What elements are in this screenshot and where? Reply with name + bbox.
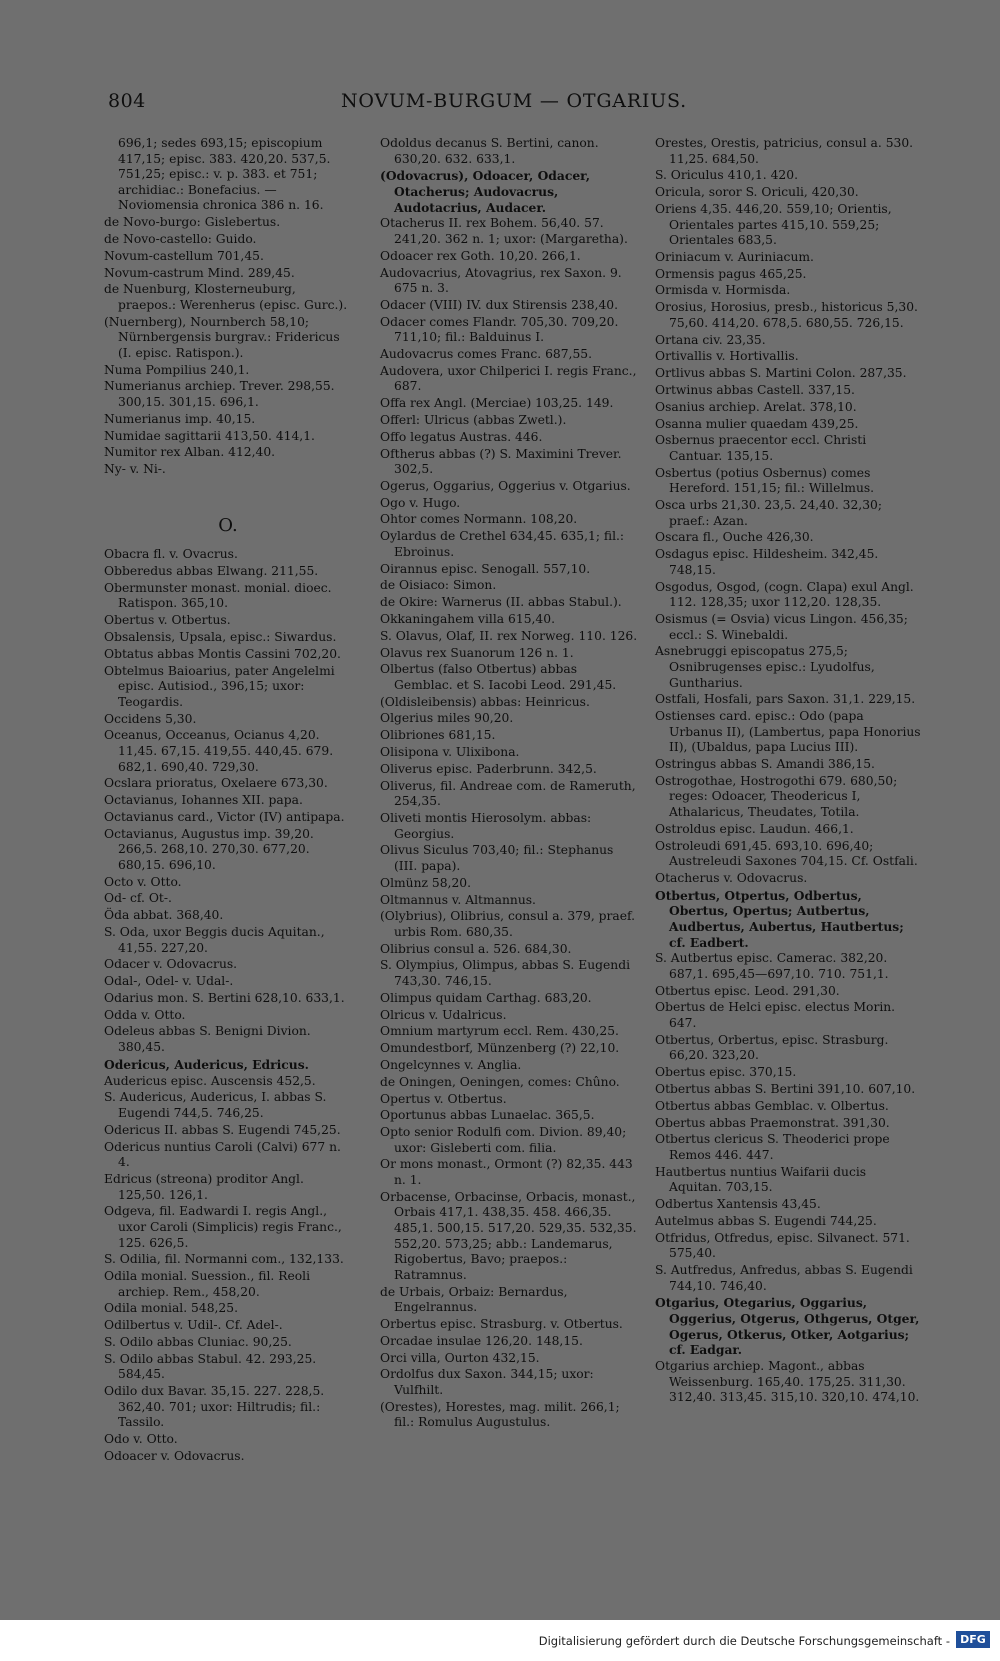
index-entry: Orbertus episc. Strasburg. v. Otbertus.	[380, 1316, 623, 1331]
index-entry: Olavus rex Suanorum 126 n. 1.	[380, 645, 574, 660]
index-entry: Obertus de Helci episc. electus Morin. 647.	[655, 1000, 896, 1031]
index-entry: Otfridus, Otfredus, episc. Silvanect. 571. 575,40.	[655, 1230, 910, 1261]
index-entry: Odo v. Otto.	[104, 1432, 178, 1447]
index-entry: Odericus nuntius Caroli (Calvi) 677 n. 4.	[104, 1139, 341, 1170]
index-entry: Ocslara prioratus, Oxelaere 673,30.	[104, 776, 328, 791]
index-entry: Obermunster monast. monial. dioec. Ratispon. 365,10.	[104, 580, 332, 611]
index-entry: Obertus v. Otbertus.	[104, 613, 231, 628]
index-entry: Orcadae insulae 126,20. 148,15.	[380, 1333, 583, 1348]
index-entry: S. Odilo abbas Cluniac. 90,25.	[104, 1335, 292, 1349]
index-entry: Osca urbs 21,30. 23,5. 24,40. 32,30; praef.: Azan.	[655, 498, 882, 528]
index-entry: de Okire: Warnerus (II. abbas Stabul.).	[380, 595, 622, 610]
index-entry: S. Oriculus 410,1. 420.	[655, 168, 798, 183]
index-entry: Odoldus decanus S. Bertini, canon. 630,20. 632. 633,1.	[380, 136, 599, 166]
index-entry: Odal-, Odel- v. Udal-.	[104, 974, 234, 989]
index-entry: Asnebruggi episcopatus 275,5; Osnibrugenses episc.: Lyudolfus, Guntharius.	[655, 644, 875, 690]
index-entry: Obacra fl. v. Ovacrus.	[104, 547, 238, 562]
index-entry: Odgeva, fil. Eadwardi I. regis Angl., uxor Caroli (Simplicis) regis Franc., 125. 626,5.	[104, 1204, 342, 1250]
index-entry: Oltmannus v. Altmannus.	[380, 892, 536, 907]
index-entry: Oirannus episc. Senogall. 557,10.	[380, 561, 591, 576]
index-entry: Ostringus abbas S. Amandi 386,15.	[655, 757, 875, 772]
index-entry: Olbertus (falso Otbertus) abbas Gemblac. et S. Iacobi Leod. 291,45.	[380, 662, 617, 692]
index-entry: Obtelmus Baioarius, pater Angelelmi episc. Autisiod., 396,15; uxor: Teogardis.	[104, 663, 335, 709]
index-column-3	[655, 136, 921, 1407]
index-entry: Omnium martyrum eccl. Rem. 430,25.	[380, 1024, 619, 1039]
index-entry: S. Autfredus, Anfredus, abbas S. Eugendi 744,10. 746,40.	[655, 1263, 913, 1293]
index-entry: Ortwinus abbas Castell. 337,15.	[655, 382, 855, 397]
index-entry: Oceanus, Occeanus, Ocianus 4,20. 11,45. 67,15. 419,55. 440,45. 679. 682,1. 690,40. 729,30.	[104, 728, 334, 774]
index-entry: Olimpus quidam Carthag. 683,20.	[380, 990, 592, 1005]
index-entry: Octavianus, Iohannes XII. papa.	[104, 793, 303, 808]
funding-notice: Digitalisierung gefördert durch die Deutsche Forschungsgemeinschaft -	[538, 1634, 950, 1648]
index-entry: de Novo-burgo: Gislebertus.	[104, 215, 281, 230]
index-entry: 696,1; sedes 693,15; episcopium 417,15; episc. 383. 420,20. 537,5. 751,25; episc.: v. p. 383. et 751; archidiac.: Bonefacius. — Noviomensia chronica 386 n. 16.	[118, 136, 331, 213]
index-entry: Oliveti montis Hierosolym. abbas: Georgius.	[380, 810, 592, 841]
index-entry: Oftherus abbas (?) S. Maximini Trever. 302,5.	[380, 446, 622, 477]
index-entry: Otbertus, Orbertus, episc. Strasburg. 66,20. 323,20.	[655, 1032, 889, 1063]
index-entry: (Olybrius), Olibrius, consul a. 379, praef. urbis Rom. 680,35.	[380, 909, 636, 939]
index-entry: de Nuenburg, Klosterneuburg, praepos.: Werenherus (episc. Gurc.).	[104, 282, 348, 312]
index-entry: Otbertus abbas S. Bertini 391,10. 607,10.	[655, 1082, 916, 1096]
index-entry: (Nuernberg), Nournberch 58,10; Nürnbergensis burgrav.: Fridericus (I. episc. Ratispon.).	[104, 314, 340, 360]
index-entry: Odbertus Xantensis 43,45.	[655, 1197, 821, 1212]
index-entry: Opto senior Rodulfi com. Divion. 89,40; uxor: Gisleberti com. filia.	[380, 1125, 627, 1155]
index-entry: Osdagus episc. Hildesheim. 342,45. 748,15.	[655, 547, 879, 577]
index-entry: Autelmus abbas S. Eugendi 744,25.	[655, 1213, 877, 1228]
index-entry: S. Odilo abbas Stabul. 42. 293,25. 584,45.	[104, 1351, 317, 1382]
index-entry: Audovera, uxor Chilperici I. regis Franc., 687.	[380, 363, 637, 394]
index-column-1	[104, 136, 352, 1466]
index-entry: S. Olavus, Olaf, II. rex Norweg. 110. 126.	[380, 628, 638, 643]
index-entry: Octavianus, Augustus imp. 39,20. 266,5. 268,10. 270,30. 677,20. 680,15. 696,10.	[104, 826, 314, 872]
index-entry: Omundestborf, Münzenberg (?) 22,10.	[380, 1041, 620, 1056]
index-entry: de Urbais, Orbaiz: Bernardus, Engelrannus.	[380, 1284, 568, 1315]
index-entry: Otacherus II. rex Bohem. 56,40. 57. 241,20. 362 n. 1; uxor: (Margaretha).	[380, 216, 628, 246]
page-header	[108, 90, 920, 118]
index-entry: Ongelcynnes v. Anglia.	[380, 1057, 522, 1072]
index-entry: Olisipona v. Ulixibona.	[380, 745, 520, 760]
index-entry: Odila monial. Suession., fil. Reoli archiep. Rem., 458,20.	[104, 1269, 311, 1299]
index-entry: Ortana civ. 23,35.	[655, 332, 766, 347]
index-entry: Olmünz 58,20.	[380, 875, 472, 890]
index-entry: Öda abbat. 368,40.	[104, 908, 224, 923]
index-entry: Orestes, Orestis, patricius, consul a. 530. 11,25. 684,50.	[655, 136, 914, 166]
index-entry: Odericus, Audericus, Edricus.	[104, 1056, 309, 1072]
index-entry: Occidens 5,30.	[104, 711, 197, 726]
index-entry: Odda v. Otto.	[104, 1007, 186, 1022]
index-entry: Ortlivus abbas S. Martini Colon. 287,35.	[655, 366, 907, 381]
section-letter: O.	[218, 514, 238, 536]
index-entry: Obtatus abbas Montis Cassini 702,20.	[104, 646, 341, 661]
index-entry: Audovacrus comes Franc. 687,55.	[380, 347, 593, 362]
index-entry: S. Odilia, fil. Normanni com., 132,133.	[104, 1252, 344, 1267]
index-entry: Odericus II. abbas S. Eugendi 745,25.	[104, 1122, 341, 1137]
index-entry: Odeleus abbas S. Benigni Divion. 380,45.	[104, 1024, 311, 1055]
index-entry: Osgodus, Osgod, (cogn. Clapa) exul Angl. 112. 128,35; uxor 112,20. 128,35.	[655, 579, 914, 610]
index-entry: Obertus episc. 370,15.	[655, 1065, 797, 1080]
index-entry: Octo v. Otto.	[104, 874, 182, 889]
index-entry: Oylardus de Crethel 634,45. 635,1; fil.: Ebroinus.	[380, 529, 625, 559]
index-entry: Odoacer v. Odovacrus.	[104, 1448, 245, 1463]
index-entry: Numa Pompilius 240,1.	[104, 362, 250, 377]
index-entry: Oriniacum v. Auriniacum.	[655, 249, 814, 264]
index-entry: (Orestes), Horestes, mag. milit. 266,1; fil.: Romulus Augustulus.	[380, 1399, 620, 1430]
running-title: NOVUM-BURGUM — OTGARIUS.	[340, 90, 688, 112]
index-entry: Orbacense, Orbacinse, Orbacis, monast., Orbais 417,1. 438,35. 458. 466,35. 485,1. 500,15. 517,20. 529,35. 532,35. 552,20. 573,25; abb.: Landemarus, Rigobertus, Bavo; praepos.: Ratramnus.	[380, 1189, 637, 1282]
index-entry: Ohtor comes Normann. 108,20.	[380, 512, 578, 527]
index-column-2	[380, 136, 638, 1432]
index-entry: Ostfali, Hosfali, pars Saxon. 31,1. 229,15.	[655, 692, 916, 707]
index-entry: Od- cf. Ot-.	[104, 891, 172, 906]
index-entry: Opertus v. Otbertus.	[380, 1091, 507, 1106]
index-entry: Olibriones 681,15.	[380, 728, 496, 743]
index-entry: Numerianus imp. 40,15.	[104, 411, 256, 426]
index-entry: Octavianus card., Victor (IV) antipapa.	[104, 809, 345, 824]
index-entry: Olivus Siculus 703,40; fil.: Stephanus (III. papa).	[380, 843, 614, 873]
index-entry: Novum-castellum 701,45.	[104, 248, 264, 263]
page-number: 804	[108, 90, 146, 112]
index-entry: Audovacrius, Atovagrius, rex Saxon. 9. 675 n. 3.	[380, 265, 622, 296]
index-entry: Ogerus, Oggarius, Oggerius v. Otgarius.	[380, 478, 631, 493]
index-entry: Oliverus episc. Paderbrunn. 342,5.	[380, 761, 597, 776]
index-entry: Oricula, soror S. Oriculi, 420,30.	[655, 185, 859, 200]
index-entry: Otgarius archiep. Magont., abbas Weissenburg. 165,40. 175,25. 311,30. 312,40. 313,45. 315,10. 320,10. 474,10.	[655, 1358, 920, 1405]
footer-bar	[0, 1620, 1000, 1661]
index-entry: Orosius, Horosius, presb., historicus 5,30. 75,60. 414,20. 678,5. 680,55. 726,15.	[655, 300, 918, 330]
index-entry: Ormisda v. Hormisda.	[655, 283, 791, 298]
index-entry: Obberedus abbas Elwang. 211,55.	[104, 564, 319, 579]
index-entry: Osanna mulier quaedam 439,25.	[655, 416, 859, 431]
index-entry: Odacer v. Odovacrus.	[104, 957, 238, 972]
index-entry: Edricus (streona) proditor Angl. 125,50. 126,1.	[104, 1171, 304, 1202]
index-entry: Offerl: Ulricus (abbas Zwetl.).	[380, 412, 567, 427]
index-entry: Olibrius consul a. 526. 684,30.	[380, 941, 572, 956]
index-entry: Numerianus archiep. Trever. 298,55. 300,15. 301,15. 696,1.	[104, 379, 335, 409]
index-entry: Or mons monast., Ormont (?) 82,35. 443 n. 1.	[380, 1157, 633, 1188]
index-entry: Oriens 4,35. 446,20. 559,10; Orientis, Orientales partes 415,10. 559,25; Orientales 683,5.	[655, 201, 892, 248]
index-entry: S. Autbertus episc. Camerac. 382,20. 687,1. 695,45—697,10. 710. 751,1.	[655, 951, 889, 981]
index-entry: Obsalensis, Upsala, episc.: Siwardus.	[104, 630, 337, 645]
index-entry: Hautbertus nuntius Waifarii ducis Aquitan. 703,15.	[655, 1164, 867, 1195]
index-entry: Otacherus v. Odovacrus.	[655, 870, 808, 885]
index-entry: Ordolfus dux Saxon. 344,15; uxor: Vulfhilt.	[380, 1367, 594, 1397]
index-entry: Okkaningahem villa 615,40.	[380, 611, 555, 626]
index-entry: de Oisiaco: Simon.	[380, 578, 497, 593]
index-entry: Offo legatus Austras. 446.	[380, 429, 543, 444]
index-entry: Ortivallis v. Hortivallis.	[655, 349, 799, 364]
index-entry: Odacer (VIII) IV. dux Stirensis 238,40.	[380, 297, 619, 312]
index-entry: Odoacer rex Goth. 10,20. 266,1.	[380, 248, 581, 263]
index-entry: Novum-castrum Mind. 289,45.	[104, 265, 295, 280]
index-entry: Oscara fl., Ouche 426,30.	[655, 530, 814, 545]
index-entry: Odilbertus v. Udil-. Cf. Adel-.	[104, 1318, 283, 1333]
entries-after-section	[104, 547, 352, 1464]
index-entry: Osbernus praecentor eccl. Christi Cantuar. 135,15.	[655, 433, 867, 463]
index-entry: S. Oda, uxor Beggis ducis Aquitan., 41,55. 227,20.	[104, 924, 325, 955]
index-entry: S. Olympius, Olimpus, abbas S. Eugendi 743,30. 746,15.	[380, 958, 631, 989]
index-entry: Otgarius, Otegarius, Oggarius, Oggerius, Otgerus, Othgerus, Otger, Ogerus, Otkerus, Otker, Aotgarius; cf. Eadgar.	[655, 1295, 920, 1358]
index-entry: Orci villa, Ourton 432,15.	[380, 1350, 540, 1365]
index-entry: Odarius mon. S. Bertini 628,10. 633,1.	[104, 990, 345, 1005]
index-entry: de Novo-castello: Guido.	[104, 231, 257, 246]
index-entry: Oliverus, fil. Andreae com. de Rameruth, 254,35.	[380, 778, 636, 809]
index-entry: S. Audericus, Audericus, I. abbas S. Eugendi 744,5. 746,25.	[104, 1090, 327, 1120]
index-entry: Olgerius miles 90,20.	[380, 711, 514, 726]
index-entry: Otbertus clericus S. Theoderici prope Remos 446. 447.	[655, 1132, 890, 1162]
index-entry: (Odovacrus), Odoacer, Odacer, Otacherus; Audovacrus, Audotacrius, Audacer.	[380, 168, 591, 215]
index-entry: Otbertus abbas Gemblac. v. Olbertus.	[655, 1098, 889, 1113]
index-entry: Numitor rex Alban. 412,40.	[104, 445, 276, 460]
index-entry: Ny- v. Ni-.	[104, 462, 166, 477]
dfg-logo: DFG	[956, 1631, 990, 1648]
index-entry: Ostrogothae, Hostrogothi 679. 680,50; reges: Odoacer, Theodericus I, Athalaricus, Theudates, Totila.	[655, 773, 898, 820]
index-entry: Obertus abbas Praemonstrat. 391,30.	[655, 1115, 890, 1130]
index-entry: Odilo dux Bavar. 35,15. 227. 228,5. 362,40. 701; uxor: Hiltrudis; fil.: Tassilo.	[104, 1384, 325, 1430]
index-entry: (Oldisleibensis) abbas: Heinricus.	[380, 694, 590, 709]
index-entry: Otbertus episc. Leod. 291,30.	[655, 983, 840, 998]
entries-before-section	[104, 136, 352, 478]
index-entry: Audericus episc. Auscensis 452,5.	[104, 1073, 316, 1088]
index-entry: Odila monial. 548,25.	[104, 1301, 238, 1316]
index-entry: Osbertus (potius Osbernus) comes Hereford. 151,15; fil.: Willelmus.	[655, 465, 875, 496]
index-entry: Osismus (= Osvia) vicus Lingon. 456,35; eccl.: S. Winebaldi.	[655, 611, 908, 642]
index-entry: Ostroleudi 691,45. 693,10. 696,40; Austreleudi Saxones 704,15. Cf. Ostfali.	[655, 838, 918, 869]
index-entry: Osanius archiep. Arelat. 378,10.	[655, 399, 857, 414]
index-entry: Numidae sagittarii 413,50. 414,1.	[104, 428, 315, 443]
index-entry: Oportunus abbas Lunaelac. 365,5.	[380, 1108, 595, 1123]
index-entry: Ostienses card. episc.: Odo (papa Urbanus II), (Lambertus, papa Honorius II), (Ubaldus, papa Lucius III).	[655, 709, 921, 755]
index-entry: de Oningen, Oeningen, comes: Chûno.	[380, 1074, 620, 1089]
index-entry: Ormensis pagus 465,25.	[655, 266, 807, 281]
index-entry: Ogo v. Hugo.	[380, 495, 461, 510]
index-entry: Offa rex Angl. (Merciae) 103,25. 149.	[380, 396, 614, 411]
index-entry: Ostroldus episc. Laudun. 466,1.	[655, 821, 854, 836]
index-entry: Odacer comes Flandr. 705,30. 709,20. 711,10; fil.: Balduinus I.	[380, 314, 619, 345]
index-entry: Olricus v. Udalricus.	[380, 1007, 507, 1022]
index-entry: Otbertus, Otpertus, Odbertus, Obertus, Opertus; Autbertus, Audbertus, Aubertus, Hautbertus; cf. Eadbert.	[655, 887, 904, 950]
